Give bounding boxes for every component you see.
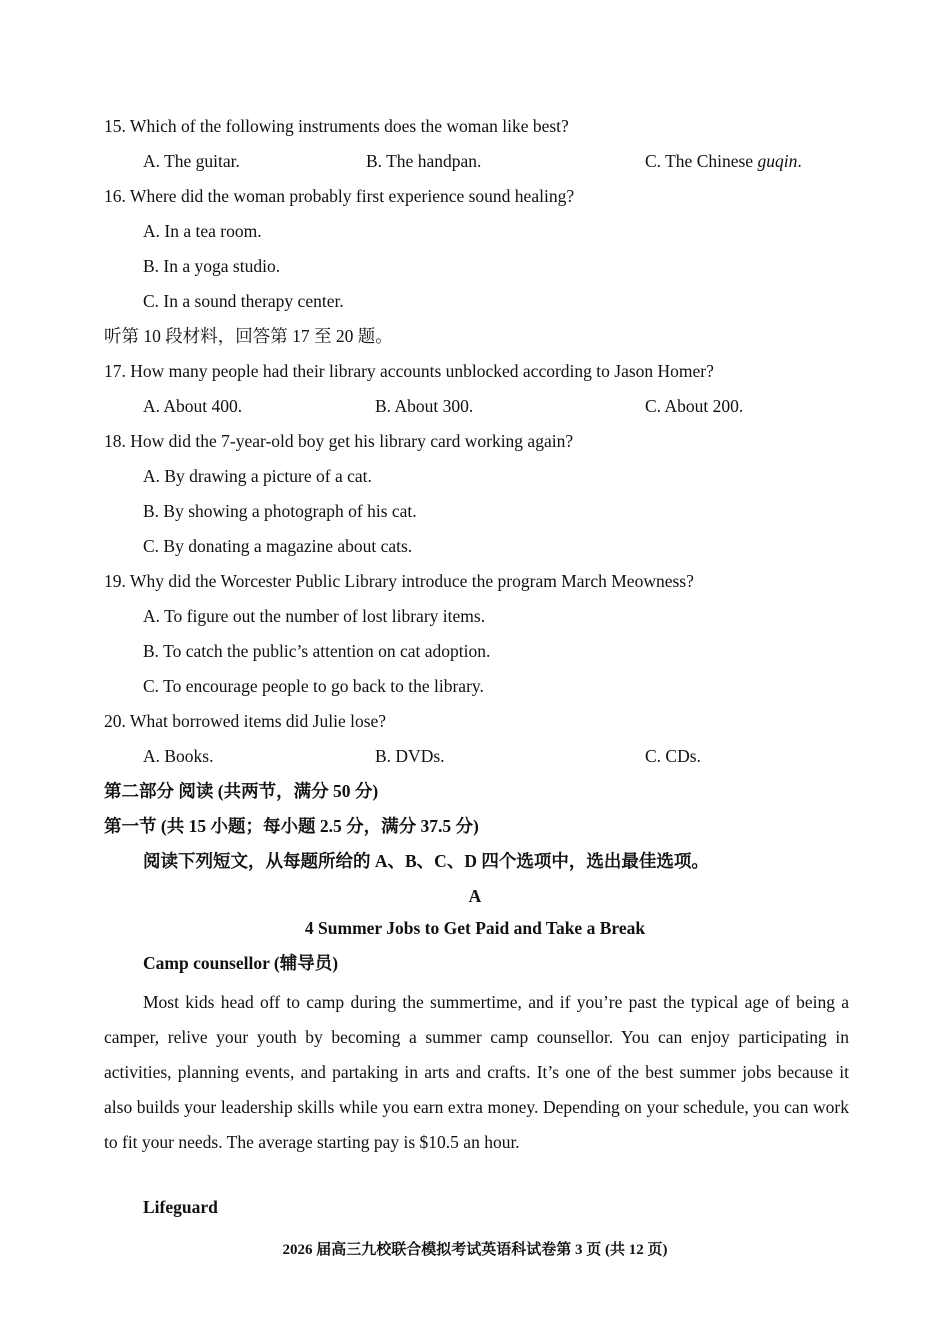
question-15-option-c-prefix: C. The Chinese: [645, 151, 758, 171]
question-17-option-b: B. About 300.: [375, 396, 474, 416]
question-19-stem: 19. Why did the Worcester Public Library introduce the program March Meowness?: [104, 571, 694, 591]
question-20-option-c: C. CDs.: [645, 746, 701, 766]
question-20-stem: 20. What borrowed items did Julie lose?: [104, 711, 387, 731]
passage-label: A: [468, 886, 482, 906]
question-18-stem: 18. How did the 7-year-old boy get his library card working again?: [104, 431, 574, 451]
question-16-option-b: B. In a yoga studio.: [143, 256, 281, 276]
question-15-option-c: [645, 150, 802, 172]
question-18-option-a: A. By drawing a picture of a cat.: [143, 466, 372, 486]
question-17-option-c: C. About 200.: [645, 396, 744, 416]
question-16-stem: 16. Where did the woman probably first experience sound healing?: [104, 186, 575, 206]
question-16-option-a: A. In a tea room.: [143, 221, 262, 241]
question-19-option-a: A. To figure out the number of lost library items.: [143, 606, 486, 626]
job-heading-lifeguard: Lifeguard: [143, 1197, 218, 1217]
question-15-stem: 15. Which of the following instruments does the woman like best?: [104, 116, 569, 136]
question-15-option-b: B. The handpan.: [366, 151, 482, 171]
section-1-heading: 第一节 (共 15 小题；每小题 2.5 分，满分 37.5 分): [104, 816, 479, 836]
question-20-option-b: B. DVDs.: [375, 746, 445, 766]
question-19-option-c: C. To encourage people to go back to the library.: [143, 676, 484, 696]
question-16-option-c: C. In a sound therapy center.: [143, 291, 344, 311]
question-20-option-a: A. Books.: [143, 746, 214, 766]
question-17-option-a: A. About 400.: [143, 396, 243, 416]
passage-title: 4 Summer Jobs to Get Paid and Take a Break: [304, 918, 646, 938]
question-18-option-c: C. By donating a magazine about cats.: [143, 536, 413, 556]
question-18-option-b: B. By showing a photograph of his cat.: [143, 501, 417, 521]
question-17-stem: 17. How many people had their library accounts unblocked according to Jason Homer?: [104, 361, 714, 381]
reading-instruction: 阅读下列短文，从每题所给的 A、B、C、D 四个选项中，选出最佳选项。: [143, 851, 709, 871]
job-paragraph-camp-counsellor: Most kids head off to camp during the summertime, and if you’re past the typical age of being a camper, relive your youth by becoming a summer camp counsellor. You can enjoy participating in activities, planning events, and partaking in arts and crafts. It’s one of the best summer jobs because it also builds your leadership skills while you earn extra money. Depending on your schedule, you can work to fit your needs. The average starting pay is $10.5 an hour.: [104, 992, 849, 1152]
part-2-heading: 第二部分 阅读 (共两节，满分 50 分): [104, 781, 379, 801]
section-10-instruction: 听第 10 段材料，回答第 17 至 20 题。: [104, 326, 393, 346]
question-19-option-b: B. To catch the public’s attention on cat adoption.: [143, 641, 491, 661]
question-15-option-c-italic: guqin: [757, 151, 798, 171]
job-heading-camp-counsellor: Camp counsellor (辅导员): [143, 953, 339, 973]
page-footer: 2026 届高三九校联合模拟考试英语科试卷第 3 页 (共 12 页): [282, 1242, 668, 1258]
question-15-option-a: A. The guitar.: [143, 151, 240, 171]
question-15-option-c-suffix: .: [797, 151, 802, 171]
